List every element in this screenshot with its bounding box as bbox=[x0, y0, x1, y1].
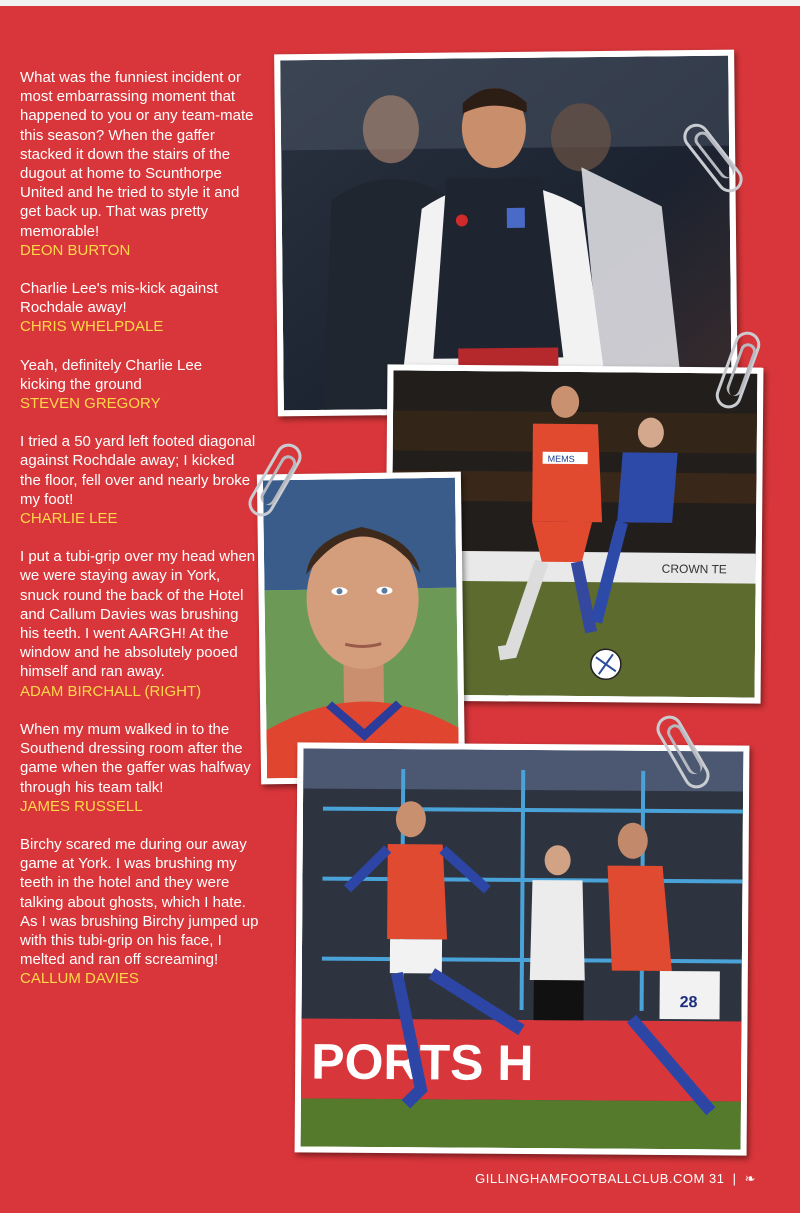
photo-manager-image bbox=[280, 56, 732, 411]
page-number: 31 bbox=[708, 1171, 725, 1186]
player-name: STEVEN GREGORY bbox=[20, 395, 161, 413]
photo-celebration bbox=[295, 742, 750, 1155]
player-name: CHARLIE LEE bbox=[20, 510, 118, 528]
club-logo-icon: ❧ bbox=[744, 1171, 756, 1186]
photo-headshot-image bbox=[263, 478, 459, 779]
answer-text: Birchy scared me during our away game at York. I was brushing my teeth in the hotel and they were talking about ghosts, which I hate. As I was brushing Birchy jumped up with this tubi-grip on his face, I melted and ran off screaming! bbox=[20, 835, 259, 969]
manager-scene bbox=[280, 56, 732, 411]
shirt-number: 28 bbox=[679, 994, 698, 1012]
photo-headshot bbox=[257, 472, 465, 785]
answer-text: What was the funniest incident or most embarrassing moment that happened to you or any team-mate this season? When the gaffer stacked it down the stairs of the dugout at home to Scunthorpe United and he tried to style it and get back up. That was pretty memorable! bbox=[20, 69, 254, 240]
photo-celebration-image bbox=[301, 748, 744, 1149]
sports-signage: PORTS H bbox=[311, 1033, 534, 1092]
celebration-scene bbox=[301, 748, 744, 1149]
player-name: CALLUM DAVIES bbox=[20, 970, 139, 988]
site-url: GILLINGHAMFOOTBALLCLUB.COM bbox=[475, 1171, 705, 1186]
player-name: DEON BURTON bbox=[20, 241, 131, 259]
photo-manager bbox=[274, 50, 738, 417]
answer-text: Charlie Lee's mis-kick against Rochdale away! bbox=[20, 280, 218, 317]
player-name: CHRIS WHELPDALE bbox=[20, 318, 164, 336]
qa-column bbox=[20, 68, 270, 1008]
player-name: JAMES RUSSELL bbox=[20, 797, 143, 815]
player-name: ADAM BIRCHALL (RIGHT) bbox=[20, 682, 202, 700]
answer-text: I tried a 50 yard left footed diagonal against Rochdale away; I kicked the floor, fell over and nearly broke my foot! bbox=[20, 433, 256, 508]
crown-signage: CROWN TE bbox=[661, 561, 727, 577]
answer-text: Yeah, definitely Charlie Lee kicking the ground bbox=[20, 356, 203, 393]
divider: | bbox=[732, 1171, 737, 1186]
answer-text: When my mum walked in to the Southend dressing room after the game when the gaffer was halfway through his team talk! bbox=[20, 720, 251, 796]
page-footer bbox=[475, 1171, 756, 1187]
headshot-portrait bbox=[263, 478, 459, 779]
top-paper-strip bbox=[0, 0, 800, 6]
answer-text: I put a tubi-grip over my head when we were staying away in York, snuck round the back of the Hotel and Callum Davies was brushing his teeth. I went AARGH! At the window and he absolutely pooed himself and ran away. bbox=[20, 548, 256, 681]
shirt-sponsor: MEMS bbox=[547, 453, 575, 465]
